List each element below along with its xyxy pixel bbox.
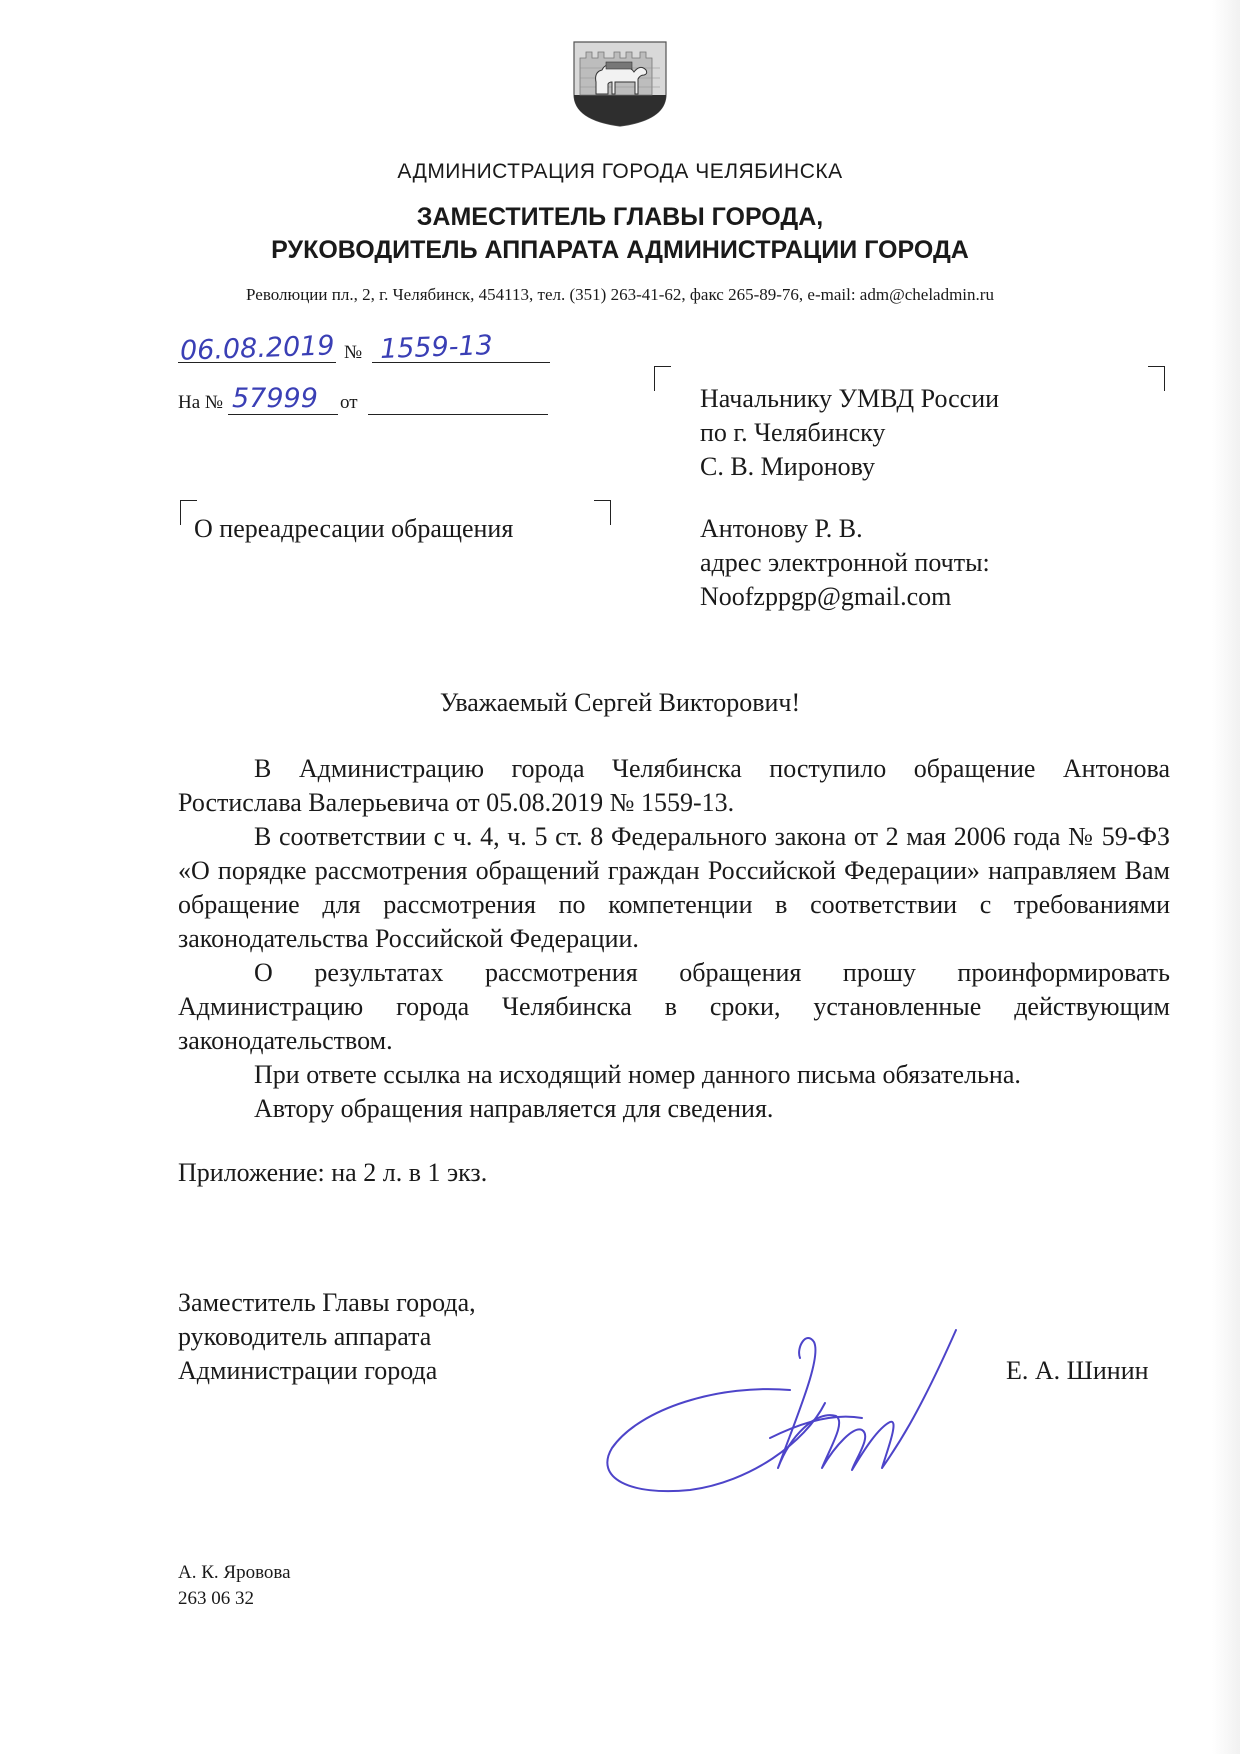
body-paragraph-2: В соответствии с ч. 4, ч. 5 ст. 8 Федерального закона от 2 мая 2006 года № 59-ФЗ «О порядке рассмотрения обращений граждан Российской Федерации» направляем Вам обращение для рассмотрения по компетенции в соответствии с требованиями законодательства Российской Федерации.: [178, 822, 1170, 953]
organization-name: АДМИНИСТРАЦИЯ ГОРОДА ЧЕЛЯБИНСКА: [397, 160, 843, 183]
outgoing-number: 1559-13: [379, 330, 494, 365]
outgoing-date: 06.08.2019: [179, 330, 336, 367]
recipient-secondary-line-1: Антонову Р. В.: [700, 514, 863, 543]
recipient-block-corner-left: [654, 366, 671, 391]
body-paragraph-5: Автору обращения направляется для сведения.: [254, 1094, 774, 1123]
reference-number-underline: [228, 414, 338, 415]
position-title-line-1: ЗАМЕСТИТЕЛЬ ГЛАВЫ ГОРОДА,: [416, 203, 824, 231]
recipient-primary-line-3: С. В. Миронову: [700, 452, 876, 481]
signatory-title-line-2: руководитель аппарата: [178, 1322, 432, 1351]
recipient-primary-line-2: по г. Челябинску: [700, 418, 886, 447]
signature-icon: [600, 1318, 970, 1500]
signatory-title-line-3: Администрации города: [178, 1356, 438, 1385]
letter-body: [178, 752, 1170, 1126]
sender-address: Революции пл., 2, г. Челябинск, 454113, тел. (351) 263-41-62, факс 265-89-76, e-mail: adm@cheladmin.ru: [246, 285, 994, 304]
recipient-email: Noofzppgp@gmail.com: [700, 582, 952, 611]
reference-number: 57999: [232, 383, 318, 414]
recipient-secondary-line-2: адрес электронной почты:: [700, 548, 990, 577]
signatory-name: Е. А. Шинин: [1006, 1356, 1149, 1385]
reference-from-label: от: [340, 392, 358, 413]
position-title-line-2: РУКОВОДИТЕЛЬ АППАРАТА АДМИНИСТРАЦИИ ГОРОДА: [271, 236, 969, 264]
body-paragraph-3: О результатах рассмотрения обращения прошу проинформировать Администрацию города Челябинска в сроки, установленные действующим законодательством.: [178, 958, 1170, 1055]
recipient-primary-line-1: Начальнику УМВД России: [700, 384, 1000, 413]
reference-date-underline: [368, 414, 548, 415]
signatory-title-line-1: Заместитель Главы города,: [178, 1288, 476, 1317]
body-paragraph-1: В Администрацию города Челябинска поступило обращение Антонова Ростислава Валерьевича от 05.08.2019 № 1559-13.: [178, 754, 1170, 817]
greeting: Уважаемый Сергей Викторович!: [439, 688, 801, 717]
executor-phone: 263 06 32: [178, 1588, 254, 1609]
executor-name: А. К. Яровова: [178, 1562, 291, 1583]
attachment-note: Приложение: на 2 л. в 1 экз.: [178, 1158, 488, 1187]
recipient-block-corner-right: [1148, 366, 1165, 391]
subject-line: О переадресации обращения: [194, 514, 514, 543]
subject-corner-right: [594, 500, 611, 525]
number-label: №: [344, 342, 363, 363]
city-coat-of-arms-icon: [572, 40, 668, 128]
reference-label: На №: [178, 392, 224, 413]
body-paragraph-4: При ответе ссылка на исходящий номер данного письма обязательна.: [254, 1060, 1021, 1089]
